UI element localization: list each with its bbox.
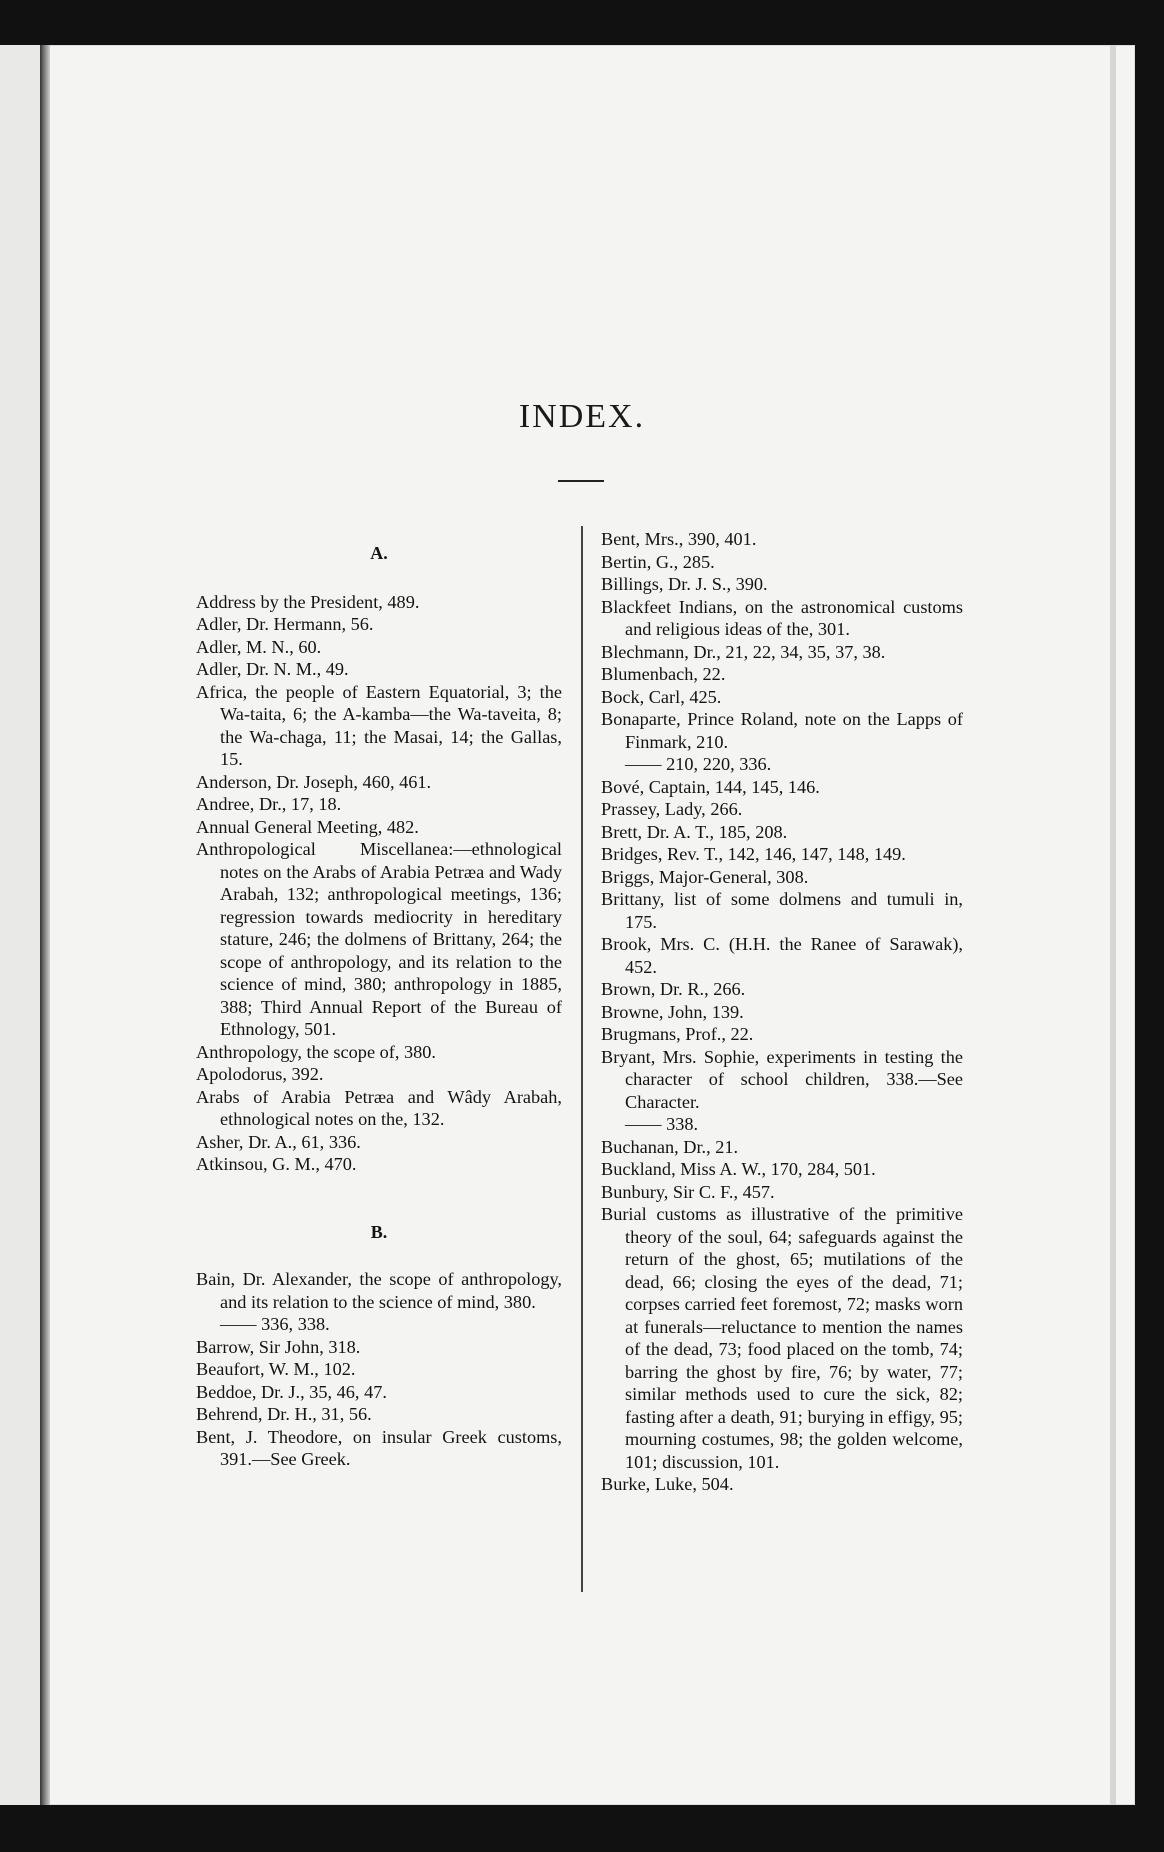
index-entry: Bové, Captain, 144, 145, 146.	[601, 776, 820, 797]
index-entry: Buchanan, Dr., 21.	[601, 1136, 739, 1157]
index-entry: Burke, Luke, 504.	[601, 1474, 734, 1494]
page-edge	[1110, 45, 1116, 1805]
index-entry: Bryant, Mrs. Sophie, experiments in testing the character of school children, 338.—See Character.	[601, 1046, 963, 1112]
index-entry: Bent, Mrs., 390, 401.	[601, 529, 757, 549]
index-entry: Buckland, Miss A. W., 170, 284, 501.	[601, 1159, 876, 1179]
index-entry: Bonaparte, Prince Roland, note on the Lapps of Finmark, 210.	[601, 709, 963, 752]
index-entry: Bertin, G., 285.	[601, 551, 715, 572]
index-entry: Briggs, Major-General, 308.	[601, 866, 809, 887]
index-entry: Annual General Meeting, 482.	[196, 816, 419, 837]
index-entry: Bridges, Rev. T., 142, 146, 147, 148, 149.	[601, 844, 906, 864]
title-rule	[558, 480, 604, 482]
index-entry: Bock, Carl, 425.	[601, 686, 722, 707]
index-entry: Brittany, list of some dolmens and tumuli in, 175.	[601, 889, 963, 932]
index-entry: —— 210, 220, 336.	[625, 754, 772, 774]
index-entry: Andree, Dr., 17, 18.	[196, 794, 342, 814]
index-entry: Anderson, Dr. Joseph, 460, 461.	[196, 771, 432, 792]
index-entry: Browne, John, 139.	[601, 1001, 744, 1022]
index-entry: Blackfeet Indians, on the astronomical customs and religious ideas of the, 301.	[601, 596, 963, 639]
index-entry: Adler, Dr. N. M., 49.	[196, 659, 349, 679]
column-divider	[581, 526, 583, 1592]
book-spine-shadow	[40, 45, 50, 1805]
index-entry: Arabs of Arabia Petræa and Wâdy Arabah, ethnological notes on the, 132.	[196, 1086, 562, 1129]
index-entry: Africa, the people of Eastern Equatorial, 3; the Wa-taita, 6; the A-kamba—the Wa-taveita, 8; the Wa-chaga, 11; the Masai, 14; the Gallas, 15.	[196, 681, 562, 769]
index-entry: Adler, M. N., 60.	[196, 636, 322, 657]
index-entry: Bain, Dr. Alexander, the scope of anthropology, and its relation to the science of mind, 380.	[196, 1269, 562, 1312]
index-entry: Brett, Dr. A. T., 185, 208.	[601, 821, 788, 842]
section-b-entries	[196, 1268, 562, 1471]
index-entry: Asher, Dr. A., 61, 336.	[196, 1131, 361, 1152]
section-heading-b: B.	[370, 1221, 388, 1242]
index-entry: Brook, Mrs. C. (H.H. the Ranee of Sarawak), 452.	[601, 934, 963, 977]
index-entry: Anthropological Miscellanea:—ethnological notes on the Arabs of Arabia Petræa and Wady Arabah, 132; anthropological meetings, 136; regression towards mediocrity in hereditary stature, 246; the dolmens of Brittany, 264; the scope of anthropology, and its relation to the science of mind, 380; anthropology in 1885, 388; Third Annual Report of the Bureau of Ethnology, 501.	[196, 839, 562, 1039]
index-entry: Bunbury, Sir C. F., 457.	[601, 1181, 775, 1202]
index-entry: Adler, Dr. Hermann, 56.	[196, 614, 374, 634]
index-entry: Behrend, Dr. H., 31, 56.	[196, 1404, 372, 1424]
index-entry: Apolodorus, 392.	[196, 1064, 324, 1084]
index-entry: Address by the President, 489.	[196, 591, 420, 612]
book-left-margin	[0, 45, 40, 1805]
index-entry: Blechmann, Dr., 21, 22, 34, 35, 37, 38.	[601, 641, 886, 662]
index-entry: Prassey, Lady, 266.	[601, 799, 743, 819]
right-column	[601, 528, 963, 1496]
index-entry: Atkinsou, G. M., 470.	[196, 1154, 357, 1174]
index-entry: —— 336, 338.	[220, 1314, 330, 1334]
index-entry: Anthropology, the scope of, 380.	[196, 1041, 436, 1062]
index-entry: Beaufort, W. M., 102.	[196, 1359, 356, 1379]
index-entry: Blumenbach, 22.	[601, 664, 726, 684]
index-entry: Bent, J. Theodore, on insular Greek customs, 391.—See Greek.	[196, 1426, 562, 1469]
index-entry: Brugmans, Prof., 22.	[601, 1024, 754, 1044]
left-column	[196, 528, 562, 1471]
index-entry: Beddoe, Dr. J., 35, 46, 47.	[196, 1381, 387, 1402]
section-heading-a: A.	[370, 543, 388, 563]
index-entry: Billings, Dr. J. S., 390.	[601, 574, 768, 594]
index-entry: —— 338.	[625, 1114, 699, 1134]
index-entry: Barrow, Sir John, 318.	[196, 1336, 361, 1357]
index-entry: Brown, Dr. R., 266.	[601, 979, 746, 999]
right-column-entries	[601, 528, 963, 1496]
index-entry: Burial customs as illustrative of the primitive theory of the soul, 64; safeguards against the return of the ghost, 65; mutilations of the dead, 66; closing the eyes of the dead, 71; corpses carried feet foremost, 72; masks worn at funerals—reluctance to mention the names of the dead, 73; food placed on the tomb, 74; barring the ghost by fire, 76; by water, 77; similar methods used to cure the sick, 82; fasting after a death, 91; burying in effigy, 95; mourning costumes, 98; the golden welcome, 101; discussion, 101.	[601, 1204, 963, 1472]
section-a-entries	[196, 591, 562, 1176]
page-title: INDEX.	[518, 398, 646, 435]
